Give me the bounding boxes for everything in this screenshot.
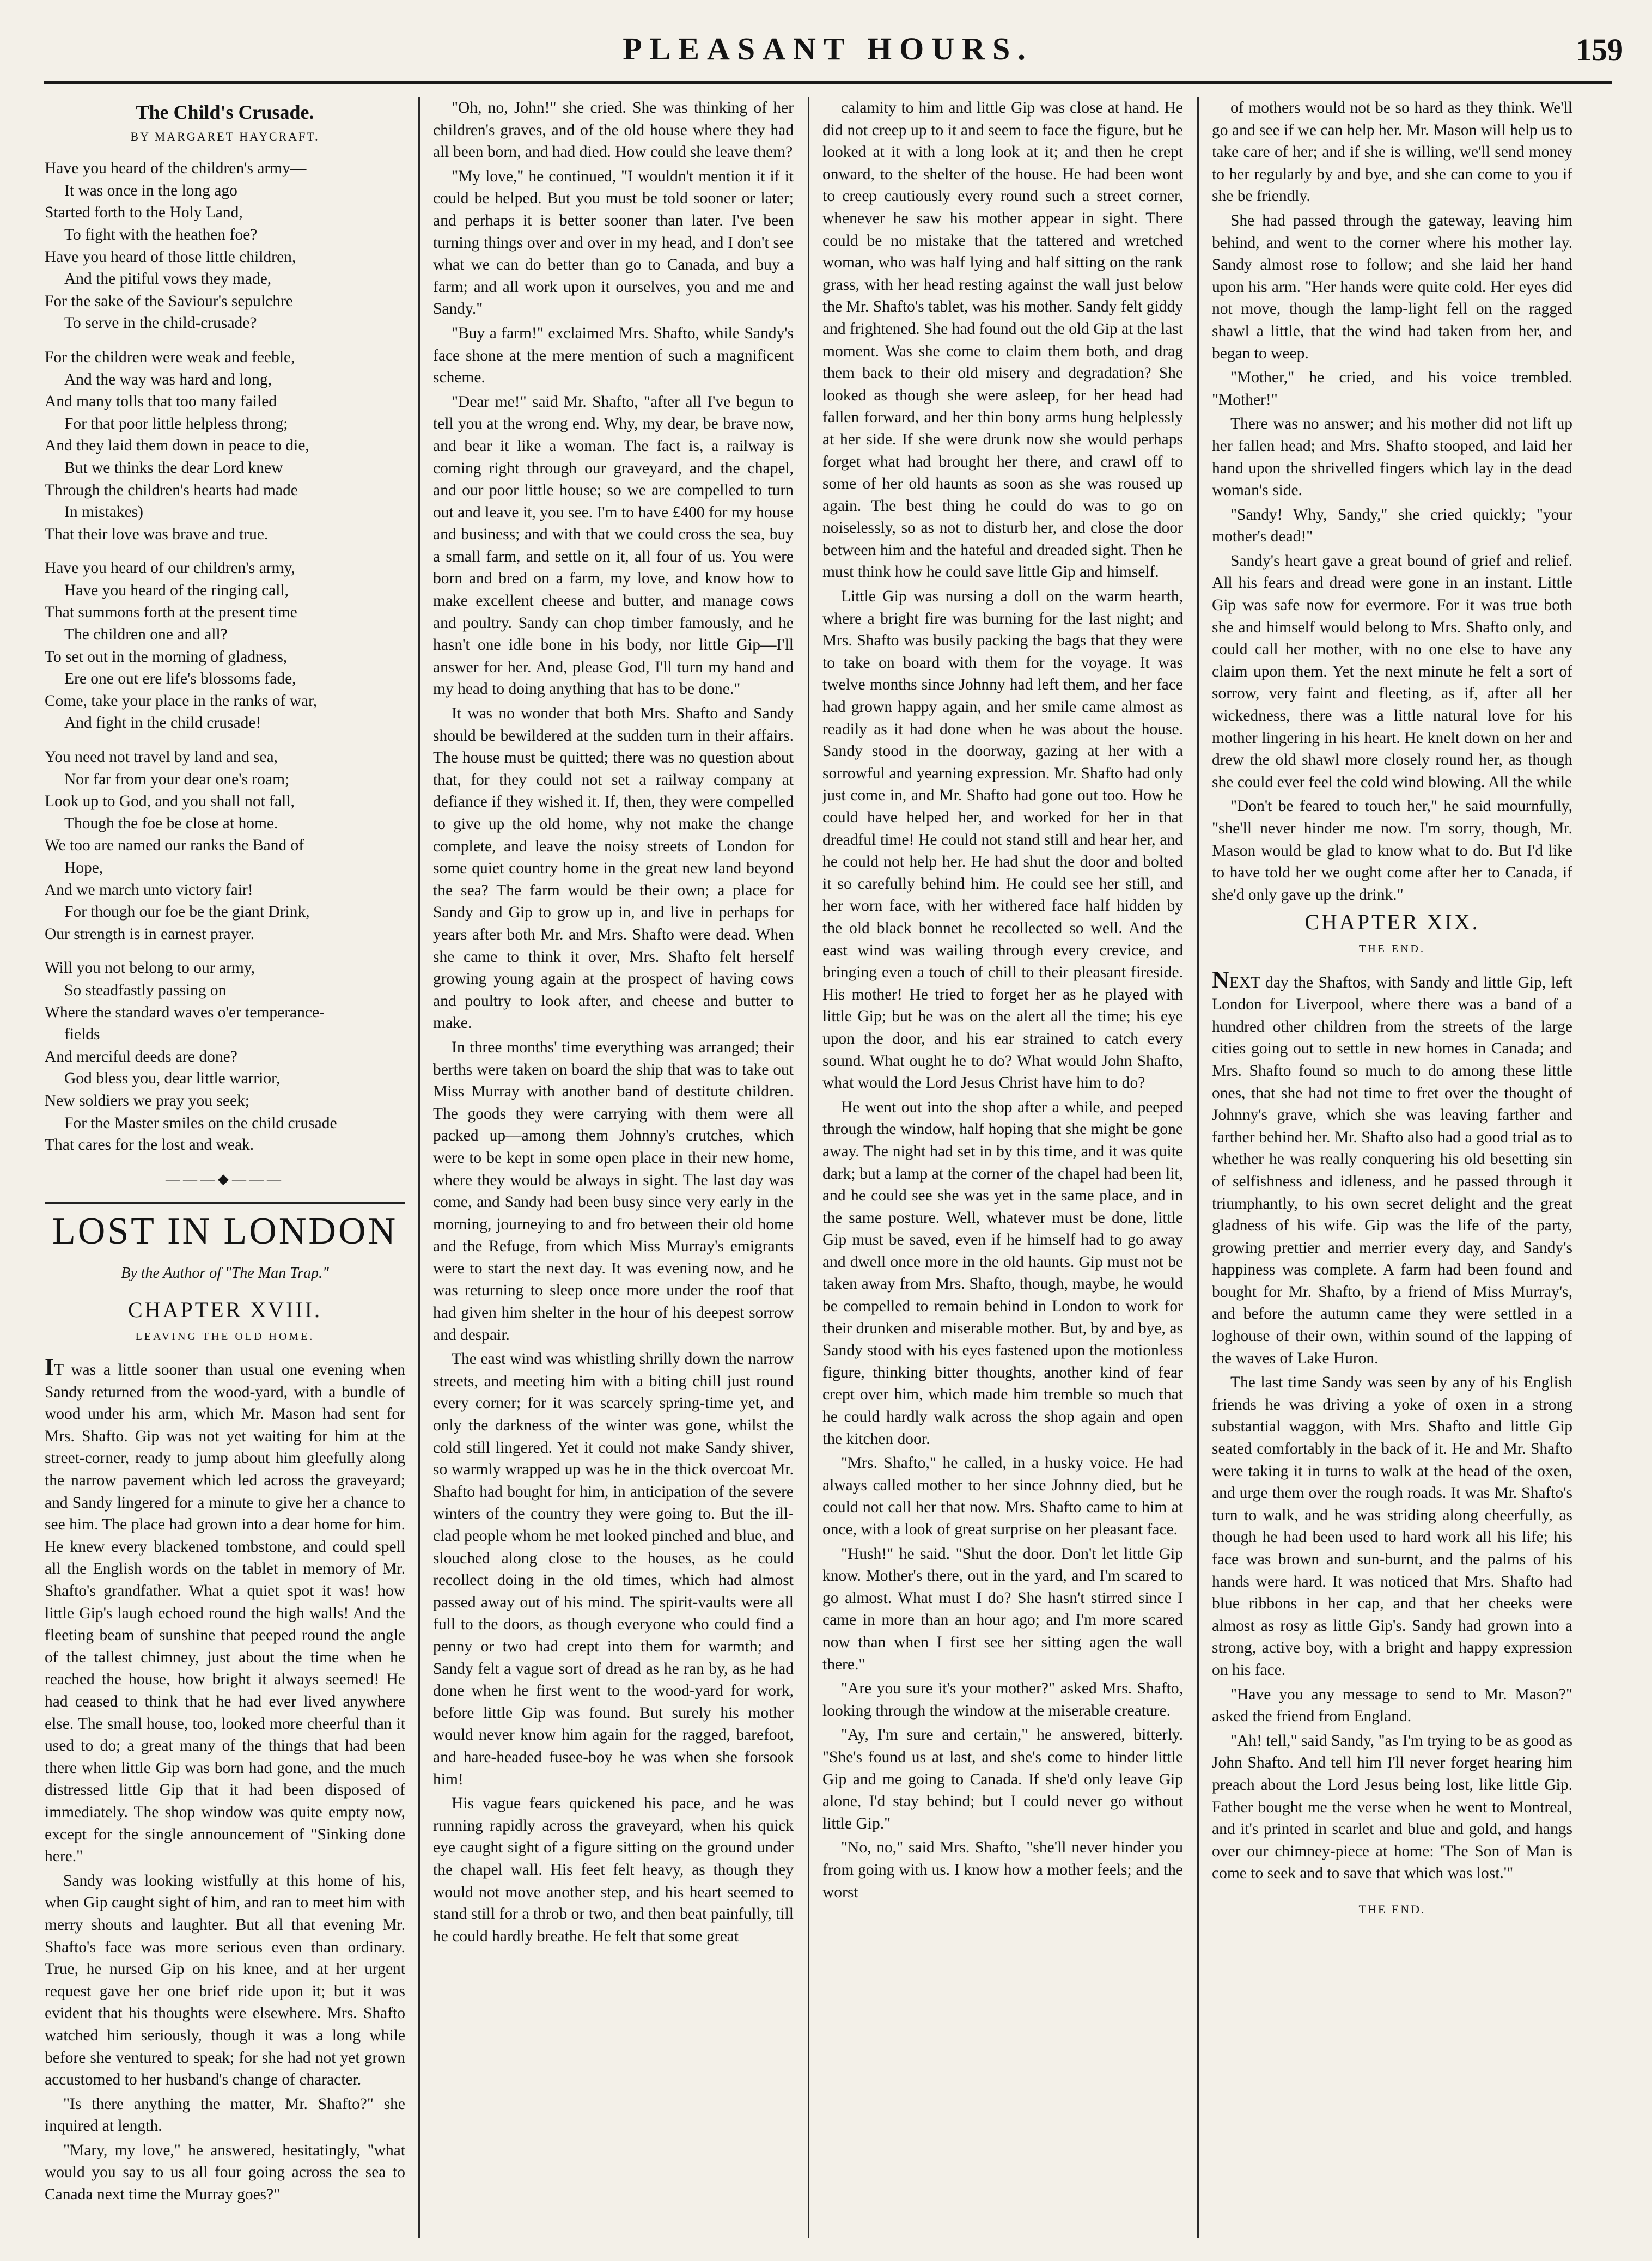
- paragraph: "Hush!" he said. "Shut the door. Don't let little Gip know. Mother's there, out in the yard, and I'm scared to go almost. What must I do? She hasn't stirred since I came in more than an hour ago; and I'm more scared now than when I first see her sitting agen the wall there.": [822, 1545, 1183, 1673]
- poem-line: For though our foe be the giant Drink,: [64, 903, 310, 921]
- paragraph: Sandy's heart gave a great bound of grief and relief. All his fears and dread were gone in an instant. Little Gip was safe now for evermore. For it was true both she and himself would belong to Mrs. Shafto only, and could call her mother, with no one else to have any claim upon them. Yet the next minute he felt a sort of sorrow, very faint and fleeting, as if, after all her wickedness, there was a little natural love for his mother lingering in his heart. He knelt down on her and drew the old shawl more closely round her, as though she could ever feel the cold wind blowing. All the while: [1212, 552, 1572, 791]
- poem-line: So steadfastly passing on: [64, 981, 227, 999]
- page-header: [33, 31, 1623, 74]
- paragraph: She had passed through the gateway, leaving him behind, and went to the corner where his mother lay. Sandy almost rose to follow; and she laid her hand upon his arm. "Her hands were quite cold. Her eyes did not move, though the lamp-light fell on the ragged shawl a little, that the wind had taken from her, and began to weep.: [1212, 211, 1572, 362]
- poem-line: In mistakes): [64, 503, 144, 521]
- poem-title: The Child's Crusade.: [136, 101, 314, 123]
- poem-line: Where the standard waves o'er temperance-: [45, 1003, 325, 1021]
- poem-line: Hope,: [64, 859, 103, 876]
- paragraph: "My love," he continued, "I wouldn't mention it if it could be helped. But you must be told sooner or later; and perhaps it is better sooner than later. I've been turning things over and over in my head, and I don't see what we can do better than go to Canada, and buy a farm; and all work upon it ourselves, you and me and Sandy.": [433, 167, 794, 318]
- paragraph: "Have you any message to send to Mr. Mason?" asked the friend from England.: [1212, 1685, 1572, 1726]
- column-2: [433, 97, 794, 2248]
- paragraph: of mothers would not be so hard as they think. We'll go and see if we can help her. Mr. Mason will help us to take care of her; and if she is willing, we'll send money to her regularly by and bye, and she can come to you if she be friendly.: [1212, 99, 1572, 205]
- poem-line: fields: [64, 1026, 100, 1044]
- paragraph: "Is there anything the matter, Mr. Shafto?" she inquired at length.: [45, 2095, 405, 2135]
- paragraph: In three months' time everything was arranged; their berths were taken on board the ship that was to take out Miss Murray with another band of destitute children. The goods they were carrying with them were all packed up—among them Johnny's crutches, which were to be kept in some open place in their new home, where they would be always in sight. The last day was come, and Sandy had been busy since very early in the morning, journeying to and fro between their old home and the Refuge, from which Miss Murray's emigrants were to start the next day. It was evening now, and he was returning to sleep once more under the roof that had given him shelter in the hour of his deepest sorrow and despair.: [433, 1038, 794, 1344]
- poem-line: Though the foe be close at home.: [64, 814, 278, 832]
- column-4: [1212, 97, 1572, 2248]
- poem-line: And many tolls that too many failed: [45, 393, 277, 411]
- ornament-divider: ———◆———: [166, 1171, 284, 1187]
- the-end: THE END.: [1358, 1902, 1426, 1916]
- article-text: [45, 1356, 405, 2206]
- poem-stanza: [45, 746, 405, 945]
- paragraph: There was no answer; and his mother did not lift up her fallen head; and Mrs. Shafto stooped, and laid her hand upon the shrivelled fingers which lay in the dead woman's side.: [1212, 415, 1572, 499]
- poem-line: And fight in the child crusade!: [64, 714, 261, 732]
- poem-line: To serve in the child-crusade?: [64, 314, 257, 332]
- page-number: 159: [1576, 32, 1623, 68]
- article-text: [1212, 966, 1572, 1885]
- header-rule: [44, 81, 1612, 84]
- paragraph: "Oh, no, John!" she cried. She was thinking of her children's graves, and of the old house where they had all been born, and had died. How could she leave them?: [433, 99, 794, 161]
- poem-line: Have you heard of our children's army,: [45, 559, 295, 577]
- poem-line: To fight with the heathen foe?: [64, 226, 258, 243]
- poem-line: Our strength is in earnest prayer.: [45, 925, 255, 943]
- poem-line: Through the children's hearts had made: [45, 481, 298, 499]
- poem-line: And merciful deeds are done?: [45, 1047, 237, 1065]
- paragraph: "Don't be feared to touch her," he said mournfully, "she'll never hinder me now. I'm sorry, though, Mr. Mason would be glad to know what to do. But I'd like to have told her we ought come after her to Canada, if she'd only gave up the drink.": [1212, 797, 1572, 904]
- article-text: [1212, 97, 1572, 906]
- poem-line: It was once in the long ago: [64, 181, 237, 199]
- poem-line: God bless you, dear little warrior,: [64, 1070, 281, 1088]
- poem-line: For the children were weak and feeble,: [45, 348, 295, 366]
- column-rule: [1197, 97, 1199, 2238]
- poem-body: [45, 157, 405, 1156]
- paragraph: "Buy a farm!" exclaimed Mrs. Shafto, while Sandy's face shone at the mere mention of such a magnificent scheme.: [433, 324, 794, 387]
- poem-stanza: [45, 346, 405, 545]
- paragraph: [1212, 966, 1572, 1370]
- poem-line: We too are named our ranks the Band of: [45, 837, 304, 855]
- poem-line: Have you heard of those little children,: [45, 248, 296, 266]
- chapter-heading: CHAPTER XIX.: [1304, 910, 1480, 935]
- poem-line: Started forth to the Holy Land,: [45, 204, 243, 222]
- serial-title: LOST IN LONDON: [45, 1202, 405, 1253]
- paragraph: "Ah! tell," said Sandy, "as I'm trying to be as good as John Shafto. And tell him I'll never forget hearing him preach about the Lord Jesus being lost, like little Gip. Father bought me the verse when he went to Montreal, and it's printed in scarlet and blue and gold, and hangs over our chimney-piece at home: 'The Son of Man is come to seek and to save that which was lost.'": [1212, 1732, 1572, 1882]
- poem-line: Have you heard of the children's army—: [45, 160, 307, 178]
- paragraph: The east wind was whistling shrilly down the narrow streets, and meeting him with a biting chill just round every corner; for it was scarcely spring-time yet, and only the darkness of the winter was gone, whilst the cold still lingered. Yet it could not make Sandy shiver, so warmly wrapped up was he in the thick overcoat Mr. Shafto had bought for him, in anticipation of the severe winters of the country they were going to. But the ill-clad people whom he met looked pinched and blue, and slouched along close to the houses, as he could recollect doing in the old times, which had almost passed away out of his mind. The spirit-vaults were all full to the doors, as though everyone who could find a penny or two had crept into them for warmth; and Sandy felt a vague sort of dread as he ran by, as he had done when he first went to the wood-yard for work, before little Gip was found. But surely his mother would never know him again for the ragged, barefoot, and hare-headed fusee-boy he was when she forsook him!: [433, 1350, 794, 1788]
- column-rule: [808, 97, 809, 2238]
- poem-byline: BY MARGARET HAYCRAFT.: [130, 129, 320, 143]
- paragraph: Little Gip was nursing a doll on the warm hearth, where a bright fire was burning for the last night; and Mrs. Shafto was busily packing the bags that they were to take on board with them for the voyage. It was twelve months since Johnny had left them, and her face had grown happy again, and her smile came almost as readily as it had done when he was about the house. Sandy stood in the doorway, gazing at her with a sorrowful and yearning expression. Mr. Shafto had only just come in, and Mr. Shafto had gone out too. How he could have helped her, and worked for her in that dreadful time! He could not stand still and hear her, and he could not help her. He had shut the door and bolted it so carefully behind him. He could see her still, and her worn face, with her withered face half hidden by the old black bonnet he recollected so well. And the east wind was wailing through every crevice, and bringing even a touch of chill to their pleasant fireside. His mother! He tried to forget her as he played with little Gip; but he was on the alert all the time; his eye upon the door, and his ear strained to catch every sound. What ought he to do? What would John Shafto, what would the Lord Jesus Christ have him to do?: [822, 588, 1183, 1092]
- chapter-subtitle: THE END.: [1359, 942, 1425, 955]
- poem-line: And the way was hard and long,: [64, 370, 272, 388]
- poem-line: For the sake of the Saviour's sepulchre: [45, 292, 293, 310]
- poem-line: Ere one out ere life's blossoms fade,: [64, 670, 296, 688]
- poem-line: The children one and all?: [64, 626, 228, 644]
- chapter-heading: CHAPTER XVIII.: [128, 1297, 322, 1322]
- paragraph: "Mrs. Shafto," he called, in a husky voice. He had always called mother to her since Johnny died, but he could not call her that now. Mrs. Shafto came to him at once, with a look of great surprise on her pleasant face.: [822, 1454, 1183, 1538]
- column-1: [45, 97, 405, 2248]
- paragraph: "Ay, I'm sure and certain," he answered, bitterly. "She's found us at last, and she's come to hinder little Gip and me going to Canada. If she'd only leave Gip alone, I'd stay behind; but I could never go without little Gip.": [822, 1726, 1183, 1832]
- poem-line: Have you heard of the ringing call,: [64, 581, 289, 599]
- poem-line: And they laid them down in peace to die,: [45, 437, 309, 455]
- paragraph: "Mother," he cried, and his voice trembled. "Mother!": [1212, 369, 1572, 409]
- drop-cap: I: [45, 1354, 54, 1381]
- poem-stanza: [45, 557, 405, 734]
- paragraph: [45, 1356, 405, 1868]
- poem-line: Come, take your place in the ranks of war,: [45, 692, 318, 710]
- poem-line: And we march unto victory fair!: [45, 881, 253, 899]
- running-head: PLEASANT HOURS.: [623, 31, 1033, 66]
- poem-stanza: [45, 157, 405, 334]
- paragraph-text: T was a little sooner than usual one evening when Sandy returned from the wood-yard, with a bundle of wood under his arm, which Mr. Mason had sent for Mrs. Shafto. Gip was not yet waiting for him at the street-corner, ready to jump about him gleefully along the narrow pavement which led across the graveyard; and Sandy lingered for a minute to give her a chance to see him. The place had grown into a dear home for him. He knew every blackened tombstone, and could spell all the English words on the tablet in memory of Mr. Shafto's grandfather. What a quiet spot it was! how little Gip's laugh echoed round the high walls! And the fleeting beam of sunshine that peeped round the angle of the tallest chimney, just about the time when he reached the house, how bright it always seemed! He had ceased to think that he had ever lived anywhere else. The small house, too, looked more cheerful than it used to do; a great many of the things that had been there when little Gip was born had gone, and the much distressed little Gip that it had been disposed of immediately. The shop window was quite empty now, except for the single announcement of "Sinking done here.": [45, 1361, 405, 1866]
- poem-line: That their love was brave and true.: [45, 525, 269, 543]
- poem-line: For that poor little helpless throng;: [64, 415, 288, 432]
- article-text: [822, 97, 1183, 1903]
- article-text: [433, 97, 794, 1947]
- column-3: [822, 97, 1183, 2248]
- paragraph: The last time Sandy was seen by any of his English friends he was driving a yoke of oxen in a strong substantial waggon, with Mrs. Shafto and little Gip seated comfortably in the back of it. He and Mr. Shafto were taking it in turns to walk at the head of the oxen, and urge them over the rough roads. It was Mr. Shafto's turn to walk, and he was striding along cheerfully, as though he had been used to hard work all his life; his face was brown and sun-burnt, and the palms of his hands were hard. It was noticed that Mrs. Shafto had blue ribbons in her cap, and that her cheeks were almost as rosy as little Gip's. Sandy had grown into a strong, active boy, with a bright and happy expression on his face.: [1212, 1374, 1572, 1679]
- paragraph: "Are you sure it's your mother?" asked Mrs. Shafto, looking through the window at the miserable creature.: [822, 1680, 1183, 1720]
- paragraph: He went out into the shop after a while, and peeped through the window, half hoping that she might be gone away. The night had set in by this time, and it was quite dark; but a lamp at the corner of the chapel had been lit, and he could see she was yet in the same place, and in the same posture. Well, whatever must be done, little Gip must be saved, even if he himself had to go away and dwell once more in the old haunts. Gip must not be taken away from Mrs. Shafto, though, maybe, he would be compelled to remain behind in London to work for their drunken and miserable mother. But, by and bye, as Sandy stood with his eyes fastened upon the motionless figure, thinking bitter thoughts, another kind of fear crept over him, which made him tremble so much that he could hardly walk across the shop again and open the kitchen door.: [822, 1098, 1183, 1448]
- poem-line: But we thinks the dear Lord knew: [64, 459, 283, 477]
- paragraph: His vague fears quickened his pace, and he was running rapidly across the graveyard, when his quick eye caught sight of a figure sitting on the ground under the chapel wall. His feet felt heavy, as though they would not move another step, and his heart seemed to stand still for a throb or two, and then beat painfully, till he could hardly breathe. He felt that some great: [433, 1795, 794, 1945]
- poem-line: That cares for the lost and weak.: [45, 1136, 254, 1154]
- paragraph: Sandy was looking wistfully at this home of his, when Gip caught sight of him, and ran to meet him with merry shouts and laughter. But all that evening Mr. Shafto's face was more serious even than ordinary. True, he nursed Gip on his knee, and at her urgent request gave her one brief ride upon it; but it was evident that his thoughts were elsewhere. Mrs. Shafto watched him seriously, though it was a long while before she ventured to speak; for she had not yet grown accustomed to her husband's change of character.: [45, 1872, 405, 2089]
- poem-line: Nor far from your dear one's roam;: [64, 770, 290, 788]
- poem-line: Will you not belong to our army,: [45, 959, 255, 977]
- poem-line: Look up to God, and you shall not fall,: [45, 793, 295, 810]
- poem-line: For the Master smiles on the child crusade: [64, 1114, 337, 1132]
- paragraph: It was no wonder that both Mrs. Shafto and Sandy should be bewildered at the sudden turn in their affairs. The house must be quitted; there was no question about that, for they could not set a railway company at defiance if they wished it. If, then, they were compelled to give up the old home, why not make the change complete, and leave the noisy streets of London for some quiet country home in the great new land beyond the sea? The farm would be their own; a place for Sandy and Gip to grow up in, and live in perhaps for years after both Mr. and Mrs. Shafto were dead. When she came to think it over, Mrs. Shafto felt herself growing young again at the prospect of having cows and poultry to look after, and cheese and butter to make.: [433, 705, 794, 1032]
- paragraph: calamity to him and little Gip was close at hand. He did not creep up to it and seem to face the figure, but he looked at it with a long look at it; and then he crept onward, to the shelter of the house. He had been wont to creep cautiously every round such a street corner, whenever he saw his mother appear in sight. There could be no mistake that the tattered and wretched woman, who was half lying and half sitting on the rank grass, with her head resting against the wall just below the Mr. Shafto's tablet, was his mother. Sandy felt giddy and frightened. She had found out the old Gip at the last moment. Was she come to claim them both, and drag them back to their old misery and degradation? She looked as though she were asleep, for her head had fallen forward, and her thin bony arms hung helplessly at her side. If she were drunk now she would perhaps forget what had brought her there, and crawl off to some of her old haunts as soon as she was roused up again. The best thing he could do was to go on noiselessly, so as not to disturb her, and close the door between him and the hateful and dreaded sight. Then he must think how he could save little Gip and himself.: [822, 99, 1183, 581]
- poem-line: To set out in the morning of gladness,: [45, 648, 288, 666]
- chapter-subtitle: LEAVING THE OLD HOME.: [135, 1330, 315, 1343]
- serial-author: By the Author of "The Man Trap.": [121, 1265, 329, 1282]
- poem-line: New soldiers we pray you seek;: [45, 1092, 250, 1110]
- column-rule: [418, 97, 420, 2238]
- paragraph: "Sandy! Why, Sandy," she cried quickly; "your mother's dead!": [1212, 505, 1572, 546]
- paragraph: "Dear me!" said Mr. Shafto, "after all I've begun to tell you at the wrong end. Why, my dear, be brave now, and bear it like a woman. The fact is, a railway is coming right through our graveyard, and the chapel, and our poor little house; so we are compelled to turn out and leave it, you see. I'm to have £400 for my house and business; and with that we could cross the sea, buy a small farm, and settle on it, all four of us. You were born and bred on a farm, my love, and know how to make excellent cheese and butter, and manage cows and poultry. Sandy can chop timber famously, and he hasn't one idle bone in his body, nor little Gip—I'll answer for her. And, please God, I'll turn my hand and my head to doing anything that has to be done.": [433, 393, 794, 698]
- paragraph: "Mary, my love," he answered, hesitatingly, "what would you say to us all four going across the sea to Canada next time the Murray goes?": [45, 2141, 405, 2204]
- paragraph: "No, no," said Mrs. Shafto, "she'll never hinder you from going with us. I know how a mother feels; and the worst: [822, 1839, 1183, 1901]
- poem-line: You need not travel by land and sea,: [45, 748, 278, 766]
- drop-cap: N: [1212, 966, 1229, 993]
- poem-line: That summons forth at the present time: [45, 604, 297, 621]
- poem-line: And the pitiful vows they made,: [64, 270, 272, 288]
- poem-stanza: [45, 957, 405, 1156]
- paragraph-text: EXT day the Shaftos, with Sandy and little Gip, left London for Liverpool, where there was a band of a hundred other children from the streets of the large cities going out to settle in new homes in Canada; and Mrs. Shafto found so much to do among these little ones, that she had not time to fret over the thought of Johnny's grave, which she was leaving farther and farther behind her. Mr. Shafto also had a good trial as to whether he was really conquering his old besetting sin of selfishness and idleness, and he passed through it triumphantly, to his own secret delight and the great gladness of his wife. Gip was the life of the party, growing prettier and merrier every day, and Sandy's happiness was complete. A farm had been found and bought for Mr. Shafto, by a friend of Miss Murray's, and before the autumn came they were settled in a loghouse of their own, within sound of the lapping of the waves of Lake Huron.: [1212, 973, 1572, 1367]
